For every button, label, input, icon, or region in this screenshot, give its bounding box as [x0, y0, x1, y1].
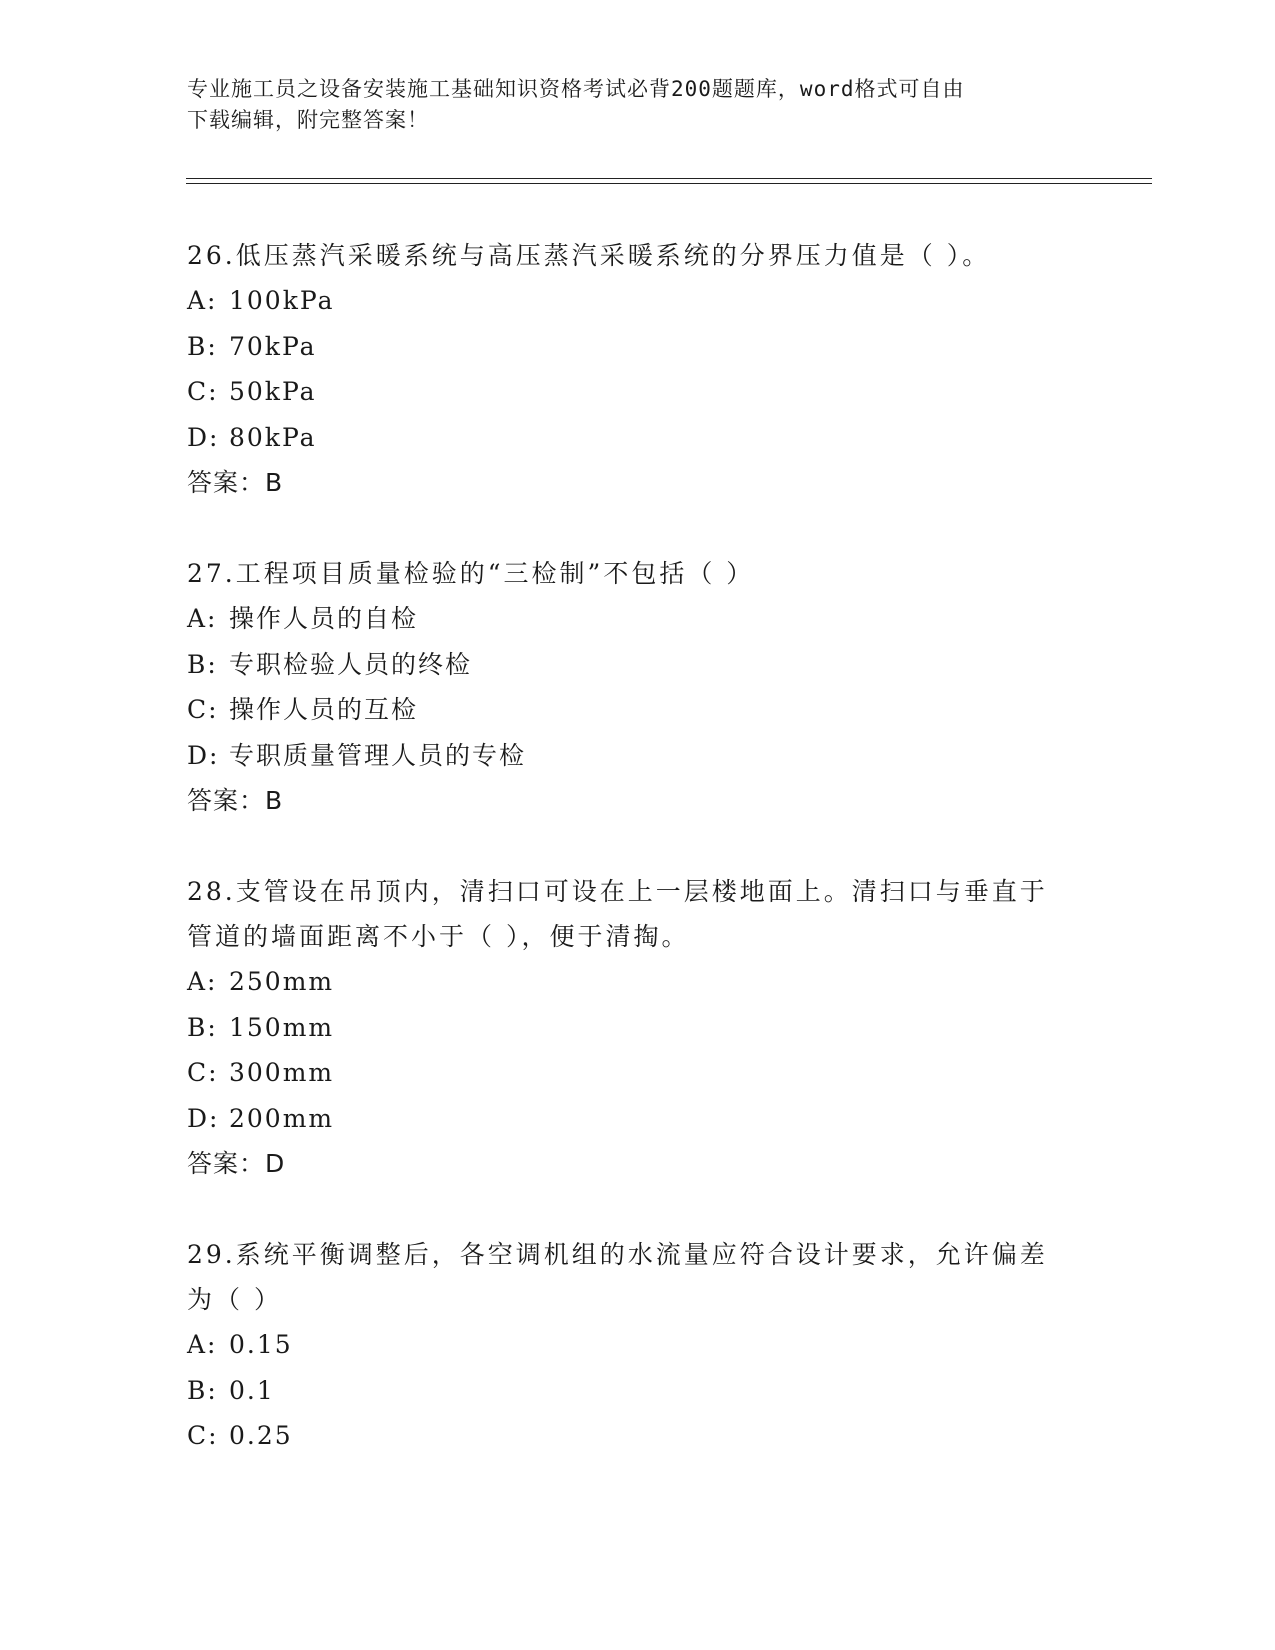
answer: 答案：B	[187, 786, 284, 815]
option-b	[187, 642, 1087, 688]
option-c	[187, 1413, 1087, 1459]
option-text: 70kPa	[229, 331, 317, 361]
option-label: A:	[187, 286, 218, 315]
option-label: C:	[187, 695, 219, 724]
option-c	[187, 369, 1087, 415]
option-text: 50kPa	[229, 377, 317, 406]
option-c	[187, 687, 1087, 733]
option-c	[187, 1050, 1087, 1096]
question-27	[187, 551, 1087, 823]
answer: 答案：B	[187, 468, 284, 497]
header-divider-top	[186, 178, 1152, 179]
option-label: C:	[187, 1421, 219, 1450]
option-text: 150mm	[229, 1012, 335, 1042]
option-b	[187, 324, 1087, 370]
question-stem: 27.工程项目质量检验的“三检制”不包括（ ）	[187, 559, 755, 588]
question-26	[187, 233, 1087, 505]
answer: 答案：D	[187, 1149, 286, 1178]
option-d	[187, 1096, 1087, 1142]
header-title-line-1: 专业施工员之设备安装施工基础知识资格考试必背200题题库，word格式可自由	[187, 77, 965, 101]
question-29	[187, 1232, 1087, 1459]
question-stem: 26.低压蒸汽采暖系统与高压蒸汽采暖系统的分界压力值是（ ）。	[187, 241, 991, 270]
option-label: B:	[187, 1375, 218, 1405]
question-stem-line-1: 28.支管设在吊顶内，清扫口可设在上一层楼地面上。清扫口与垂直于	[187, 877, 1048, 906]
option-text: 操作人员的自检	[229, 604, 419, 633]
option-text: 0.1	[229, 1375, 275, 1405]
option-label: D:	[187, 1103, 220, 1133]
option-label: B:	[187, 1012, 218, 1042]
option-label: B:	[187, 331, 218, 361]
header-divider-bottom	[186, 183, 1152, 184]
option-label: A:	[187, 1330, 218, 1359]
option-text: 专职质量管理人员的专检	[229, 740, 527, 770]
option-label: A:	[187, 967, 218, 996]
question-28	[187, 869, 1087, 1186]
option-text: 操作人员的互检	[229, 695, 419, 724]
option-label: D:	[187, 422, 220, 452]
option-d	[187, 733, 1087, 779]
question-stem-line-2: 为（ ）	[187, 1285, 282, 1314]
option-b	[187, 1005, 1087, 1051]
option-label: C:	[187, 377, 219, 406]
option-d	[187, 415, 1087, 461]
header-title-line-2: 下载编辑，附完整答案！	[187, 108, 429, 132]
option-a	[187, 596, 1087, 642]
option-label: D:	[187, 740, 220, 770]
question-stem-line-2: 管道的墙面距离不小于（ ），便于清掏。	[187, 922, 690, 951]
option-text: 250mm	[229, 967, 335, 996]
option-text: 200mm	[229, 1103, 335, 1133]
option-text: 专职检验人员的终检	[229, 649, 473, 679]
question-stem-line-1: 29.系统平衡调整后，各空调机组的水流量应符合设计要求，允许偏差	[187, 1240, 1048, 1269]
option-label: C:	[187, 1058, 219, 1087]
option-label: B:	[187, 649, 218, 679]
option-a	[187, 1322, 1087, 1368]
option-b	[187, 1368, 1087, 1414]
option-text: 300mm	[229, 1058, 335, 1087]
option-text: 0.25	[229, 1421, 293, 1450]
option-a	[187, 278, 1087, 324]
option-text: 80kPa	[229, 422, 317, 452]
option-text: 0.15	[229, 1330, 293, 1359]
option-a	[187, 959, 1087, 1005]
option-text: 100kPa	[229, 286, 335, 315]
document-header	[187, 74, 1087, 136]
option-label: A:	[187, 604, 218, 633]
